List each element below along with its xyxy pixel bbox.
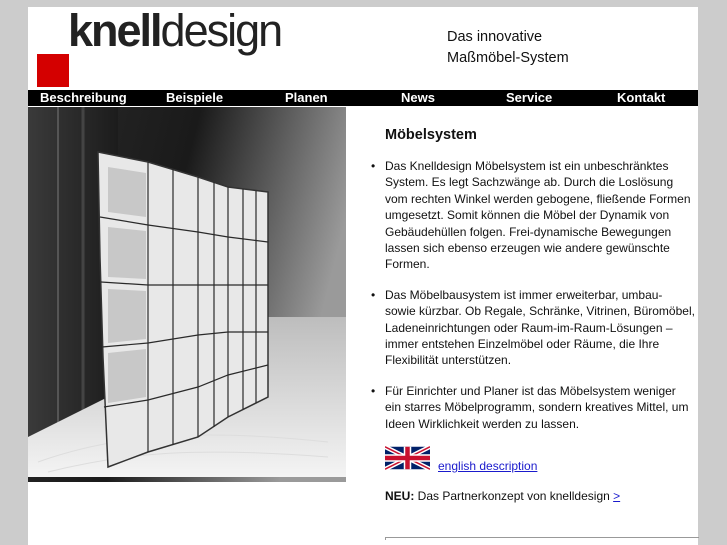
tagline-line-1: Das innovative xyxy=(447,29,543,45)
main-nav xyxy=(28,90,698,106)
nav-item-beschreibung[interactable]: Beschreibung xyxy=(40,90,127,105)
bullet-icon: • xyxy=(371,159,376,173)
nav-item-planen[interactable]: Planen xyxy=(285,90,328,105)
page-container xyxy=(28,7,698,545)
list-item-text: Für Einrichter und Planer ist das Möbelsystem weniger ein starres Möbelprogramm, sondern kreatives Mittel, um Ideen Wirklichkeit werden zu lassen. xyxy=(385,383,689,431)
english-row xyxy=(385,446,695,476)
bullet-icon: • xyxy=(371,287,376,302)
logo-text xyxy=(68,5,282,56)
feature-list xyxy=(371,158,695,432)
logo-light-text: design xyxy=(160,5,282,56)
partner-link[interactable]: > xyxy=(613,489,621,504)
neu-label: NEU: xyxy=(385,489,415,504)
nav-item-service[interactable]: Service xyxy=(506,90,553,105)
page-title: Möbelsystem xyxy=(385,127,477,143)
tagline xyxy=(447,27,569,69)
logo[interactable] xyxy=(37,5,297,89)
logo-bold-text: knell xyxy=(68,5,161,56)
list-item xyxy=(371,287,695,369)
list-item-text: Das Möbelbausystem ist immer erweiterbar, umbau- sowie kürzbar. Ob Regale, Schränke, Vitrinen, Büromöbel, Ladeneinrichtungen oder Raum-im-Raum-Lösungen – immer entstehen Einzelmöbel oder Räume, die Ihre Flexibilität unterstützen. xyxy=(385,287,695,368)
nav-item-kontakt[interactable]: Kontakt xyxy=(617,90,666,105)
main-content xyxy=(371,125,695,505)
partner-notice xyxy=(385,488,695,504)
shelving-photo-icon xyxy=(28,107,346,508)
list-item xyxy=(371,158,695,273)
list-item xyxy=(371,383,695,432)
divider xyxy=(385,537,699,540)
logo-red-square xyxy=(37,54,69,87)
uk-flag-icon[interactable] xyxy=(385,446,430,470)
hero-image xyxy=(28,107,346,508)
nav-item-news[interactable]: News xyxy=(401,90,435,105)
english-description-link[interactable]: english description xyxy=(438,459,538,474)
tagline-line-2: Maßmöbel-System xyxy=(447,50,569,66)
nav-item-beispiele[interactable]: Beispiele xyxy=(166,90,224,105)
bullet-icon: • xyxy=(371,383,376,398)
list-item-text: Das Knelldesign Möbelsystem ist ein unbeschränktes System. Es legt Sachzwänge ab. Durch die Loslösung vom rechten Winkel werden gebogene, fließende Formen umgesetzt. Somit können die Möbel der Dynamik von Gebäudehüllen folgen. Frei-dynamische Bewegungen lassen sich ebenso erzeugen wie andere gewünschte Formen. xyxy=(385,159,691,272)
neu-text: Das Partnerkonzept von knelldesign xyxy=(414,489,614,504)
